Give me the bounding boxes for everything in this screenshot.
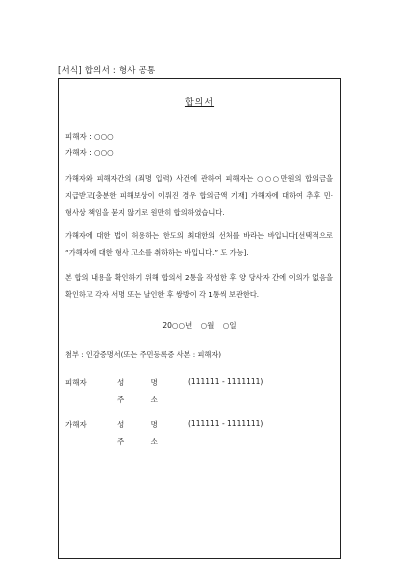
leniency-paragraph: 가해자에 대한 법이 허용하는 한도의 최대한의 선처를 바라는 바입니다[선택적으로 “가해자에 대한 형사 고소를 취하하는 바입니다.” 도 가능].: [65, 231, 333, 257]
agreement-form: [58, 78, 341, 559]
date-line: 20○○년 ○월 ○일: [162, 321, 237, 330]
offender-line: 가해자 : ○○○: [65, 148, 114, 157]
confirmation-paragraph: 본 합의 내용을 확인하기 위해 합의서 2통을 작성한 후 양 당사자 간에 이의가 없음을 확인하고 각자 서명 또는 날인한 후 쌍방이 각 1통씩 보관한다.: [65, 273, 333, 299]
id-number: (111111 - 1111111): [188, 419, 264, 428]
signature-role: 피해자: [65, 378, 87, 387]
agreement-paragraph: 가해자와 피해자간의 (죄명 입력) 사건에 관하여 피해자는 ○○○만원의 합의금을 지급받고[충분한 피해보상이 이뤄진 경우 합의금액 기재] 가해자에 대하여 추후 민·형사상 책임을 묻지 않기로 원만히 합의하였습니다.: [65, 174, 333, 217]
name-label: 성 명: [117, 420, 170, 429]
attachment-note: 첨부 : 인감증명서(또는 주민등록증 사본 : 피해자): [65, 350, 222, 359]
signature-role: 가해자: [65, 420, 87, 429]
victim-line: 피해자 : ○○○: [65, 132, 114, 141]
id-number: (111111 - 1111111): [188, 377, 264, 386]
address-label: 주 소: [117, 395, 170, 404]
name-label: 성 명: [117, 378, 170, 387]
document-title: 합의서: [184, 98, 215, 108]
form-header-label: [서식] 합의서 : 형사 공통: [58, 66, 156, 76]
address-label: 주 소: [117, 437, 170, 446]
